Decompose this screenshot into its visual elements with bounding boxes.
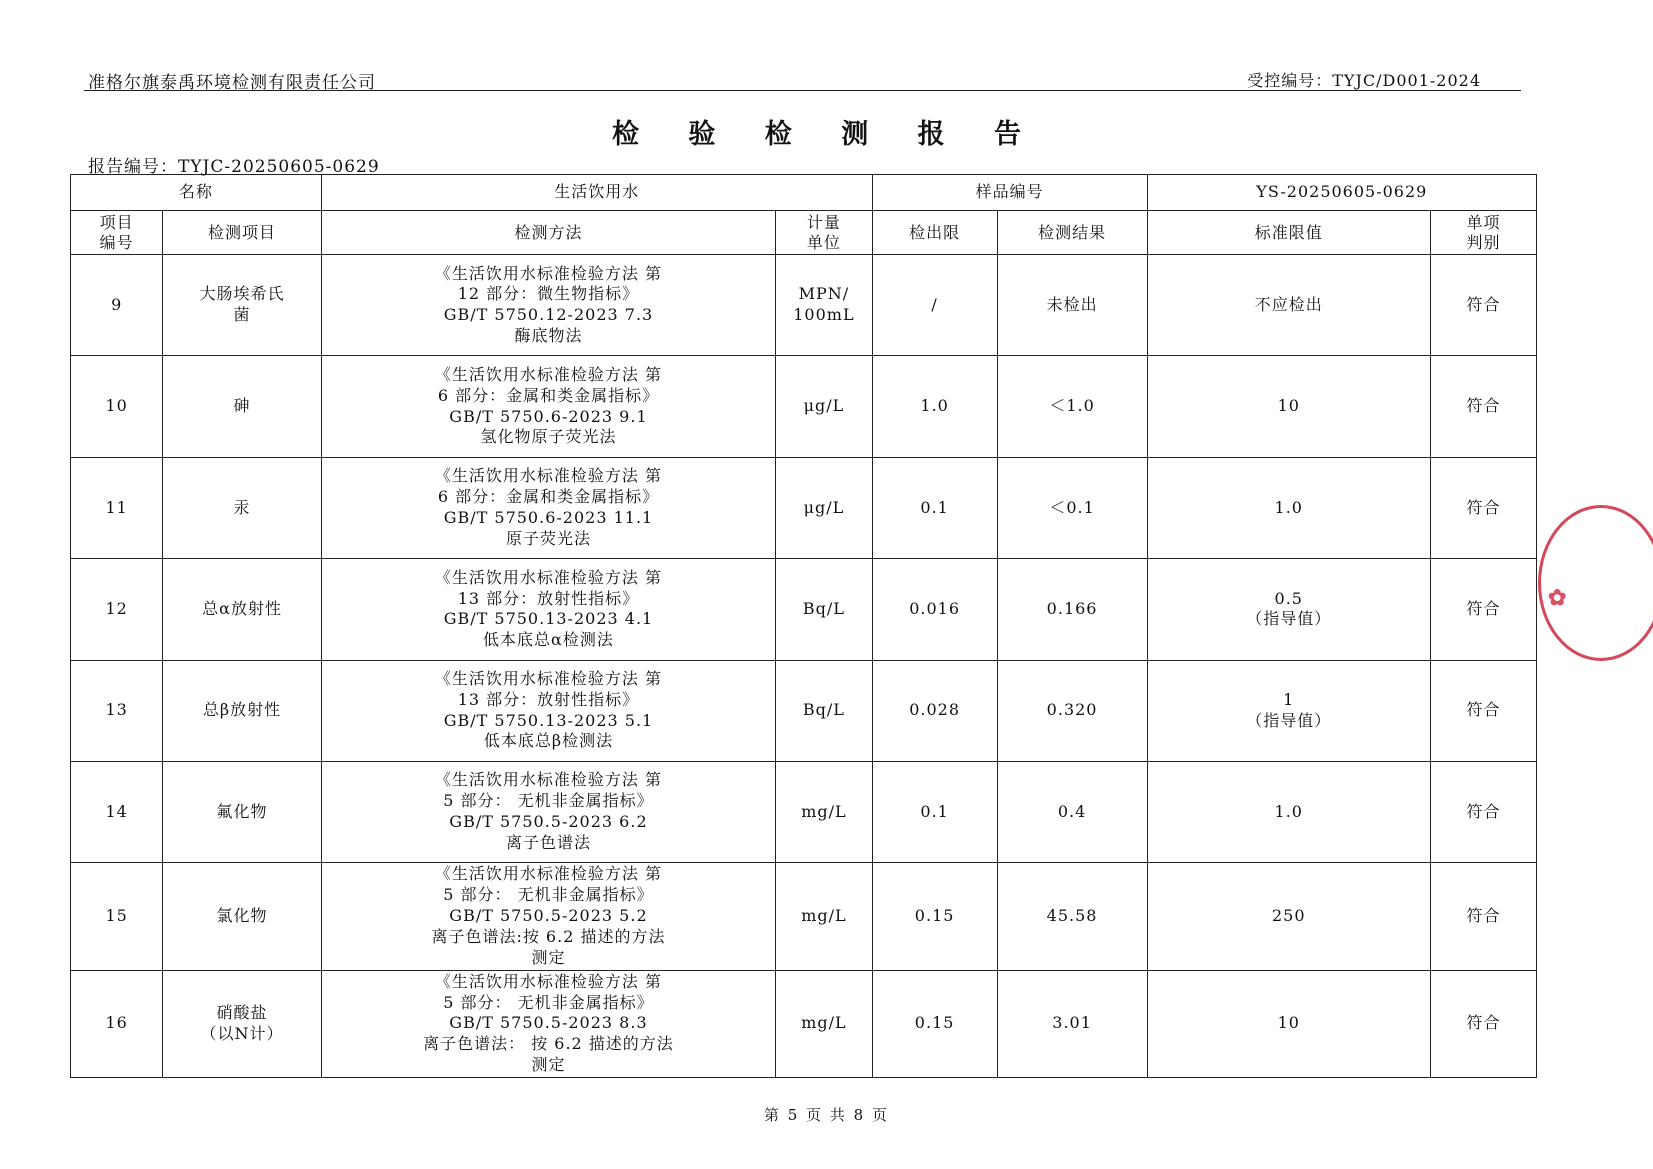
cell-item: 氟化物 — [163, 761, 321, 862]
cell-lod: 1.0 — [872, 356, 997, 457]
cell-result: 未检出 — [997, 255, 1147, 356]
report-title: 检 验 检 测 报 告 — [612, 119, 1041, 150]
cell-unit: Bq/L — [776, 660, 873, 761]
col-method: 检测方法 — [321, 211, 775, 255]
sample-name-label: 名称 — [71, 175, 322, 211]
cell-unit: μg/L — [776, 356, 873, 457]
cell-no: 15 — [71, 863, 163, 970]
cell-limit: 1.0 — [1147, 761, 1430, 862]
col-result: 检测结果 — [997, 211, 1147, 255]
cell-lod: 0.15 — [872, 863, 997, 970]
col-item-no: 项目 编号 — [71, 211, 163, 255]
cell-result: 0.320 — [997, 660, 1147, 761]
cell-item: 总β放射性 — [163, 660, 321, 761]
official-seal-mark: ✿ — [1548, 585, 1567, 611]
cell-method: 《生活饮用水标准检验方法 第 6 部分：金属和类金属指标》 GB/T 5750.6-2023 9.1 氢化物原子荧光法 — [321, 356, 775, 457]
cell-item: 砷 — [163, 356, 321, 457]
cell-method: 《生活饮用水标准检验方法 第 5 部分： 无机非金属指标》 GB/T 5750.5-2023 6.2 离子色谱法 — [321, 761, 775, 862]
cell-lod: 0.1 — [872, 761, 997, 862]
cell-method: 《生活饮用水标准检验方法 第 13 部分：放射性指标》 GB/T 5750.13-2023 5.1 低本底总β检测法 — [321, 660, 775, 761]
sample-name-value: 生活饮用水 — [321, 175, 872, 211]
cell-unit: mg/L — [776, 970, 873, 1077]
table-row — [71, 457, 1537, 558]
cell-result: 3.01 — [997, 970, 1147, 1077]
cell-judgement: 符合 — [1430, 255, 1536, 356]
cell-no: 10 — [71, 356, 163, 457]
table-row — [71, 356, 1537, 457]
col-judgement: 单项 判别 — [1430, 211, 1536, 255]
cell-unit: mg/L — [776, 761, 873, 862]
cell-no: 14 — [71, 761, 163, 862]
cell-judgement: 符合 — [1430, 559, 1536, 660]
cell-no: 11 — [71, 457, 163, 558]
cell-result: 45.58 — [997, 863, 1147, 970]
col-lod: 检出限 — [872, 211, 997, 255]
results-body — [71, 255, 1537, 1078]
company-name: 准格尔旗泰禹环境检测有限责任公司 — [88, 73, 376, 93]
cell-method: 《生活饮用水标准检验方法 第 12 部分：微生物指标》 GB/T 5750.12-2023 7.3 酶底物法 — [321, 255, 775, 356]
cell-unit: MPN/ 100mL — [776, 255, 873, 356]
cell-judgement: 符合 — [1430, 761, 1536, 862]
cell-result: ＜0.1 — [997, 457, 1147, 558]
header-divider — [84, 90, 1521, 91]
cell-method: 《生活饮用水标准检验方法 第 6 部分：金属和类金属指标》 GB/T 5750.6-2023 11.1 原子荧光法 — [321, 457, 775, 558]
cell-judgement: 符合 — [1430, 457, 1536, 558]
cell-limit: 10 — [1147, 356, 1430, 457]
cell-judgement: 符合 — [1430, 970, 1536, 1077]
cell-judgement: 符合 — [1430, 863, 1536, 970]
control-number: 受控编号：TYJC/D001-2024 — [1247, 71, 1481, 90]
table-row — [71, 255, 1537, 356]
cell-unit: Bq/L — [776, 559, 873, 660]
official-seal — [1538, 505, 1653, 661]
cell-method: 《生活饮用水标准检验方法 第 5 部分： 无机非金属指标》 GB/T 5750.5-2023 8.3 离子色谱法： 按 6.2 描述的方法 测定 — [321, 970, 775, 1077]
cell-item: 硝酸盐 （以N计） — [163, 970, 321, 1077]
report-number: 报告编号：TYJC-20250605-0629 — [88, 157, 380, 177]
cell-method: 《生活饮用水标准检验方法 第 5 部分： 无机非金属指标》 GB/T 5750.5-2023 5.2 离子色谱法:按 6.2 描述的方法 测定 — [321, 863, 775, 970]
cell-item: 大肠埃希氏 菌 — [163, 255, 321, 356]
cell-limit: 10 — [1147, 970, 1430, 1077]
cell-result: 0.166 — [997, 559, 1147, 660]
cell-limit: 0.5 （指导值） — [1147, 559, 1430, 660]
cell-item: 总α放射性 — [163, 559, 321, 660]
cell-lod: 0.15 — [872, 970, 997, 1077]
cell-result: 0.4 — [997, 761, 1147, 862]
cell-no: 12 — [71, 559, 163, 660]
cell-unit: μg/L — [776, 457, 873, 558]
cell-no: 9 — [71, 255, 163, 356]
cell-limit: 1.0 — [1147, 457, 1430, 558]
cell-judgement: 符合 — [1430, 660, 1536, 761]
cell-lod: / — [872, 255, 997, 356]
col-limit: 标准限值 — [1147, 211, 1430, 255]
cell-method: 《生活饮用水标准检验方法 第 13 部分：放射性指标》 GB/T 5750.13-2023 4.1 低本底总α检测法 — [321, 559, 775, 660]
cell-lod: 0.028 — [872, 660, 997, 761]
cell-limit: 250 — [1147, 863, 1430, 970]
cell-no: 16 — [71, 970, 163, 1077]
cell-item: 汞 — [163, 457, 321, 558]
table-row — [71, 559, 1537, 660]
results-table — [70, 174, 1537, 1078]
cell-lod: 0.016 — [872, 559, 997, 660]
table-row — [71, 761, 1537, 862]
table-row — [71, 863, 1537, 970]
table-row — [71, 970, 1537, 1077]
cell-judgement: 符合 — [1430, 356, 1536, 457]
sample-id-label: 样品编号 — [872, 175, 1147, 211]
cell-item: 氯化物 — [163, 863, 321, 970]
col-unit: 计量 单位 — [776, 211, 873, 255]
cell-result: ＜1.0 — [997, 356, 1147, 457]
cell-no: 13 — [71, 660, 163, 761]
sample-id-value: YS-20250605-0629 — [1147, 175, 1536, 211]
cell-lod: 0.1 — [872, 457, 997, 558]
page-footer: 第 5 页 共 8 页 — [764, 1106, 889, 1124]
table-row — [71, 660, 1537, 761]
sample-info-row — [71, 175, 1537, 211]
column-header-row — [71, 211, 1537, 255]
col-item: 检测项目 — [163, 211, 321, 255]
cell-unit: mg/L — [776, 863, 873, 970]
cell-limit: 1 （指导值） — [1147, 660, 1430, 761]
cell-limit: 不应检出 — [1147, 255, 1430, 356]
